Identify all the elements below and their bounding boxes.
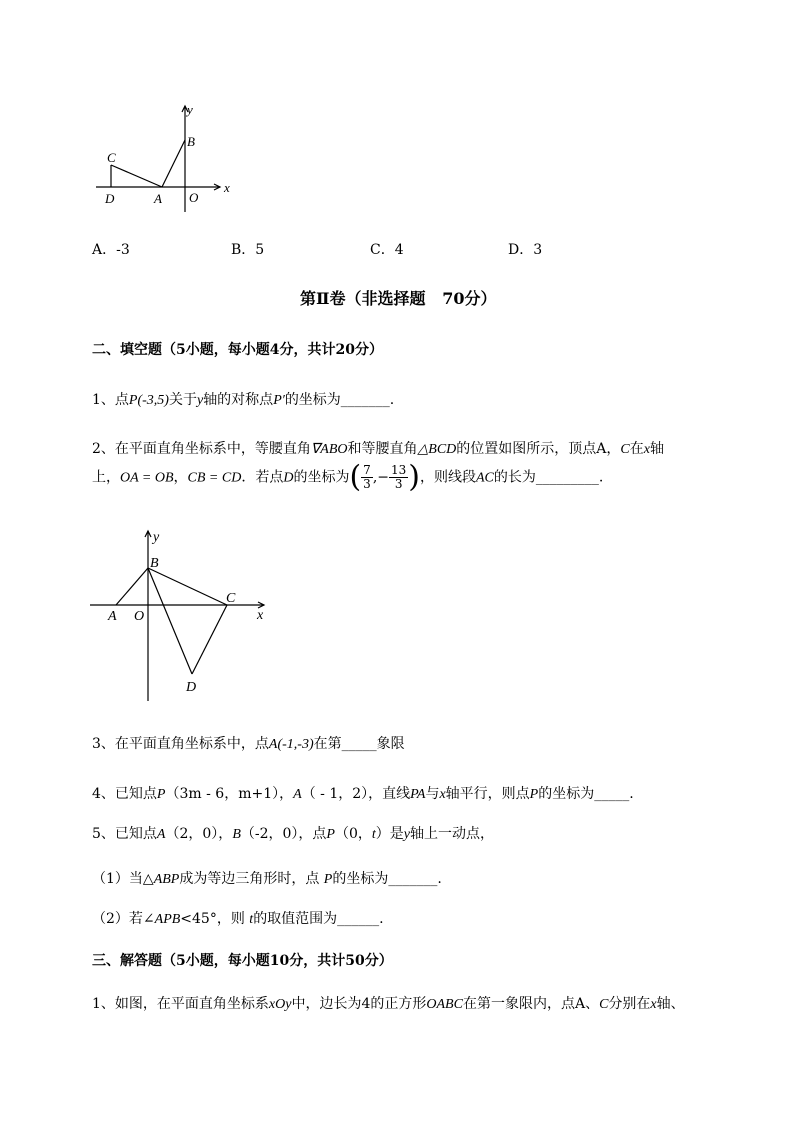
part2-title: 第Ⅱ卷（非选择题 70分）	[300, 289, 497, 308]
fig1-segment-ab	[162, 140, 185, 187]
fig2-label-b: B	[150, 556, 159, 571]
fig2-segment-cd	[192, 605, 227, 674]
fig2-label-a: A	[108, 609, 117, 624]
fraction-13-3: $\frac{13}{3}$	[391, 463, 407, 491]
fig2-label-x: x	[257, 608, 264, 623]
section3-title: 三、解答题（5小题，每小题10分，共计50分）	[92, 953, 393, 969]
fig1-segment-ca	[111, 165, 162, 187]
fraction-7-3: $\frac{7}{3}$	[363, 463, 371, 491]
fig2-label-c: C	[226, 591, 236, 606]
fig1-label-x: x	[224, 180, 230, 195]
choice-a: A．-3	[92, 242, 130, 258]
choice-d: D．3	[508, 242, 543, 258]
fill-q3: 3、在平面直角坐标系中，点A(-1,-3)在第_____象限	[92, 736, 405, 752]
choice-c: C．4	[370, 242, 404, 258]
fig2-label-y: y	[153, 530, 160, 545]
fig1-label-y: y	[187, 102, 193, 117]
fig2-segment-ab	[116, 568, 148, 605]
fig1-label-a: A	[154, 191, 162, 206]
fill-q5-sub2: （2）若∠APB<45°，则 t的取值范围为______.	[92, 911, 384, 927]
fig2-segment-bd	[148, 568, 192, 674]
answer-q1: 1、如图，在平面直角坐标系xOy中，边长为4的正方形OABC在第一象限内，点A、C分别在x轴、	[92, 996, 685, 1012]
fill-q5-sub1: （1）当△ABP成为等边三角形时，点 P的坐标为_______.	[92, 871, 442, 887]
fill-q5: 5、已知点A（2，0），B（-2，0），点P（0，t）是y轴上一动点，	[92, 826, 495, 842]
section2-title: 二、填空题（5小题，每小题4分，共计20分）	[92, 342, 383, 358]
fill-q1: 1、点P(-3,5)关于y轴的对称点P′的坐标为_______.	[92, 392, 395, 408]
fill-q2-line2: 上，OA = OB，CB = CD．若点D的坐标为( $\frac{7}{3}$ ,− $\frac{13}{3}$ )，则线段AC的长为_________.	[92, 459, 604, 495]
fill-q4: 4、已知点P（3m - 6，m+1），A（ - 1，2），直线PA与x轴平行，则点P的坐标为_____.	[92, 786, 634, 802]
fig1-label-b: B	[187, 134, 195, 149]
fig2-label-d: D	[186, 680, 197, 695]
fig2-label-o: O	[134, 609, 145, 624]
fill-q2-line1: 2、在平面直角坐标系中，等腰直角∇ABO和等腰直角△BCD的位置如图所示，顶点A，C在x轴	[92, 441, 664, 457]
fig1-label-c: C	[107, 150, 116, 165]
figure-1	[92, 100, 242, 220]
fig2-segment-bc	[148, 568, 227, 605]
fig1-label-o: O	[189, 190, 199, 205]
choice-b: B．5	[231, 242, 265, 258]
figure-2	[86, 525, 286, 707]
fig1-label-d: D	[105, 191, 115, 206]
